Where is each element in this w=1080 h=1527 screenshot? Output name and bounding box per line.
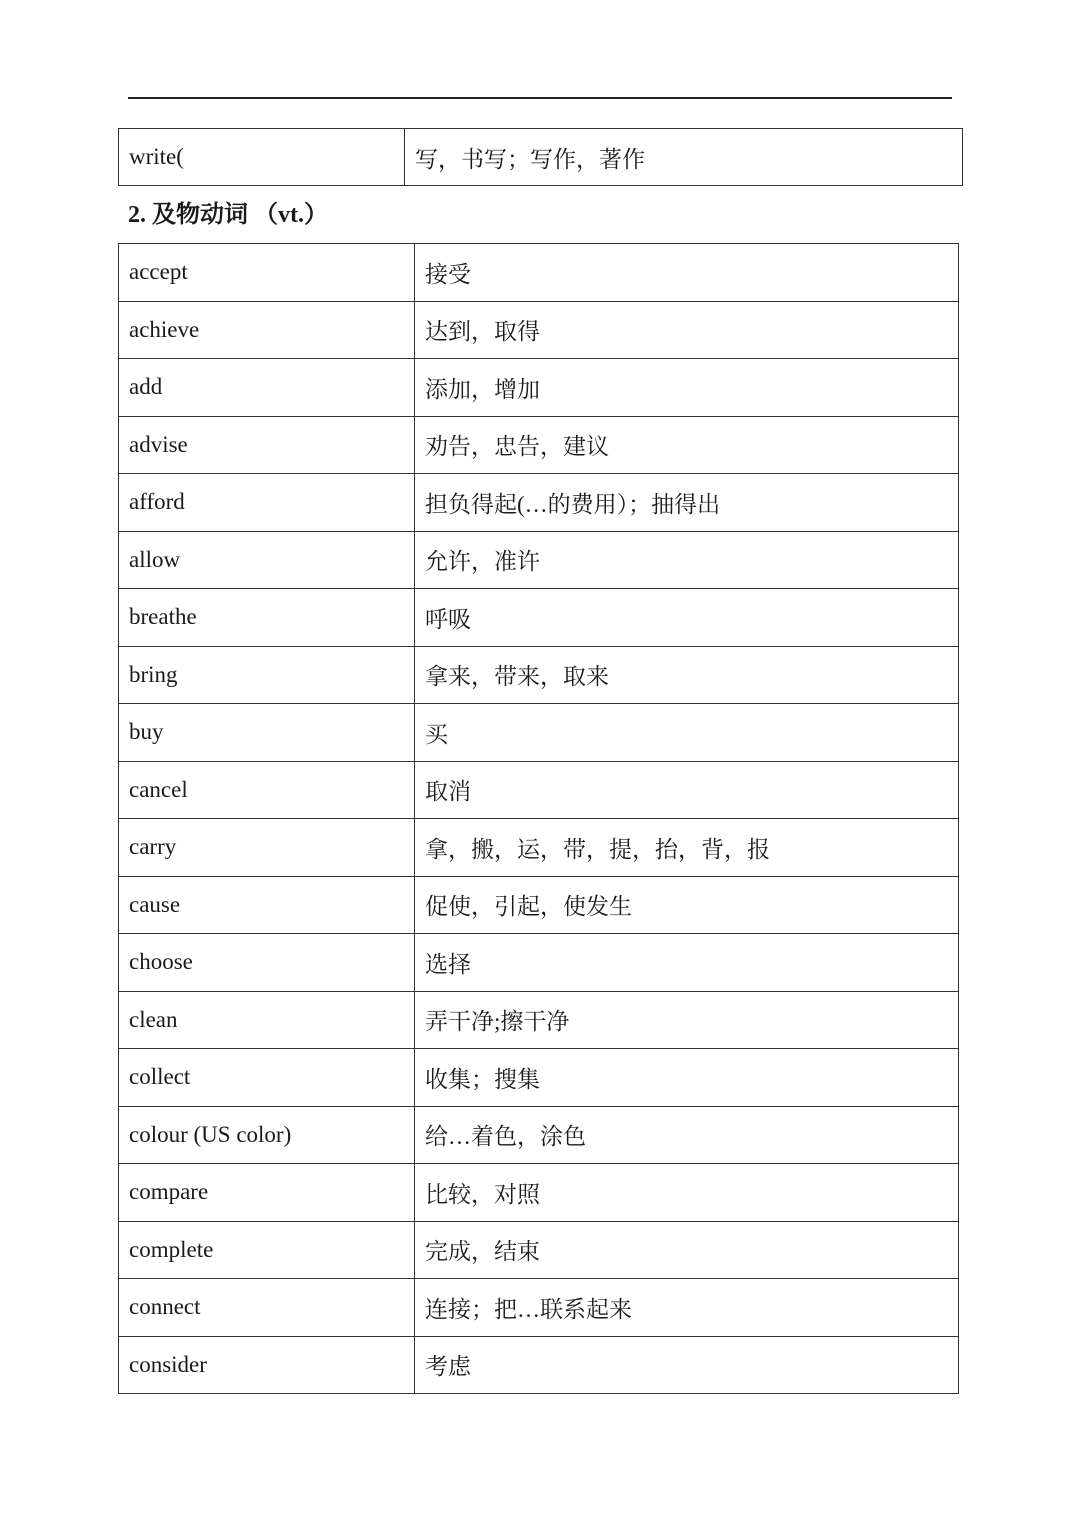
meaning-cell: 添加，增加 (415, 359, 959, 417)
top-vocab-table (118, 128, 963, 186)
meaning-cell: 促使，引起，使发生 (415, 876, 959, 934)
word-cell: advise (119, 416, 415, 474)
word-cell: breathe (119, 589, 415, 647)
table-row (119, 244, 959, 302)
table-row (119, 934, 959, 992)
word-cell: complete (119, 1221, 415, 1279)
word-cell: choose (119, 934, 415, 992)
meaning-cell: 连接；把…联系起来 (415, 1279, 959, 1337)
section-heading: 2. 及物动词 （vt.） (128, 202, 328, 228)
table-row (119, 991, 959, 1049)
header-rule (128, 97, 952, 99)
word-cell: consider (119, 1336, 415, 1394)
meaning-cell: 拿来，带来，取来 (415, 646, 959, 704)
table-row (119, 474, 959, 532)
word-cell: write( (119, 129, 405, 186)
word-cell: carry (119, 819, 415, 877)
table-row (119, 1164, 959, 1222)
meaning-cell: 给…着色，涂色 (415, 1106, 959, 1164)
meaning-cell: 接受 (415, 244, 959, 302)
table-row (119, 819, 959, 877)
table-row (119, 1279, 959, 1337)
table-row (119, 876, 959, 934)
meaning-cell: 取消 (415, 761, 959, 819)
meaning-cell: 劝告，忠告，建议 (415, 416, 959, 474)
word-cell: bring (119, 646, 415, 704)
table-row (119, 1221, 959, 1279)
table-row (119, 704, 959, 762)
table-row (119, 301, 959, 359)
word-cell: add (119, 359, 415, 417)
table-row (119, 1049, 959, 1107)
meaning-cell: 呼吸 (415, 589, 959, 647)
word-cell: buy (119, 704, 415, 762)
table-row (119, 359, 959, 417)
meaning-cell: 比较，对照 (415, 1164, 959, 1222)
table-row (119, 1106, 959, 1164)
meaning-cell: 完成，结束 (415, 1221, 959, 1279)
word-cell: cause (119, 876, 415, 934)
table-row (119, 646, 959, 704)
word-cell: connect (119, 1279, 415, 1337)
meaning-cell: 考虑 (415, 1336, 959, 1394)
word-cell: compare (119, 1164, 415, 1222)
meaning-cell: 担负得起(…的费用）；抽得出 (415, 474, 959, 532)
table-row (119, 761, 959, 819)
word-cell: colour (US color) (119, 1106, 415, 1164)
word-cell: afford (119, 474, 415, 532)
meaning-cell: 选择 (415, 934, 959, 992)
meaning-cell: 拿，搬，运，带，提，抬，背，报 (415, 819, 959, 877)
meaning-cell: 达到，取得 (415, 301, 959, 359)
meaning-cell: 收集；搜集 (415, 1049, 959, 1107)
table-row (119, 589, 959, 647)
table-row (119, 1336, 959, 1394)
word-cell: allow (119, 531, 415, 589)
word-cell: collect (119, 1049, 415, 1107)
meaning-cell: 弄干净;擦干净 (415, 991, 959, 1049)
word-cell: clean (119, 991, 415, 1049)
table-row (119, 416, 959, 474)
table-row (119, 129, 963, 186)
table-row (119, 531, 959, 589)
word-cell: accept (119, 244, 415, 302)
transitive-verbs-table (118, 243, 959, 1394)
meaning-cell: 允许，准许 (415, 531, 959, 589)
meaning-cell: 买 (415, 704, 959, 762)
word-cell: cancel (119, 761, 415, 819)
meaning-cell: 写，书写；写作，著作 (405, 129, 963, 186)
word-cell: achieve (119, 301, 415, 359)
